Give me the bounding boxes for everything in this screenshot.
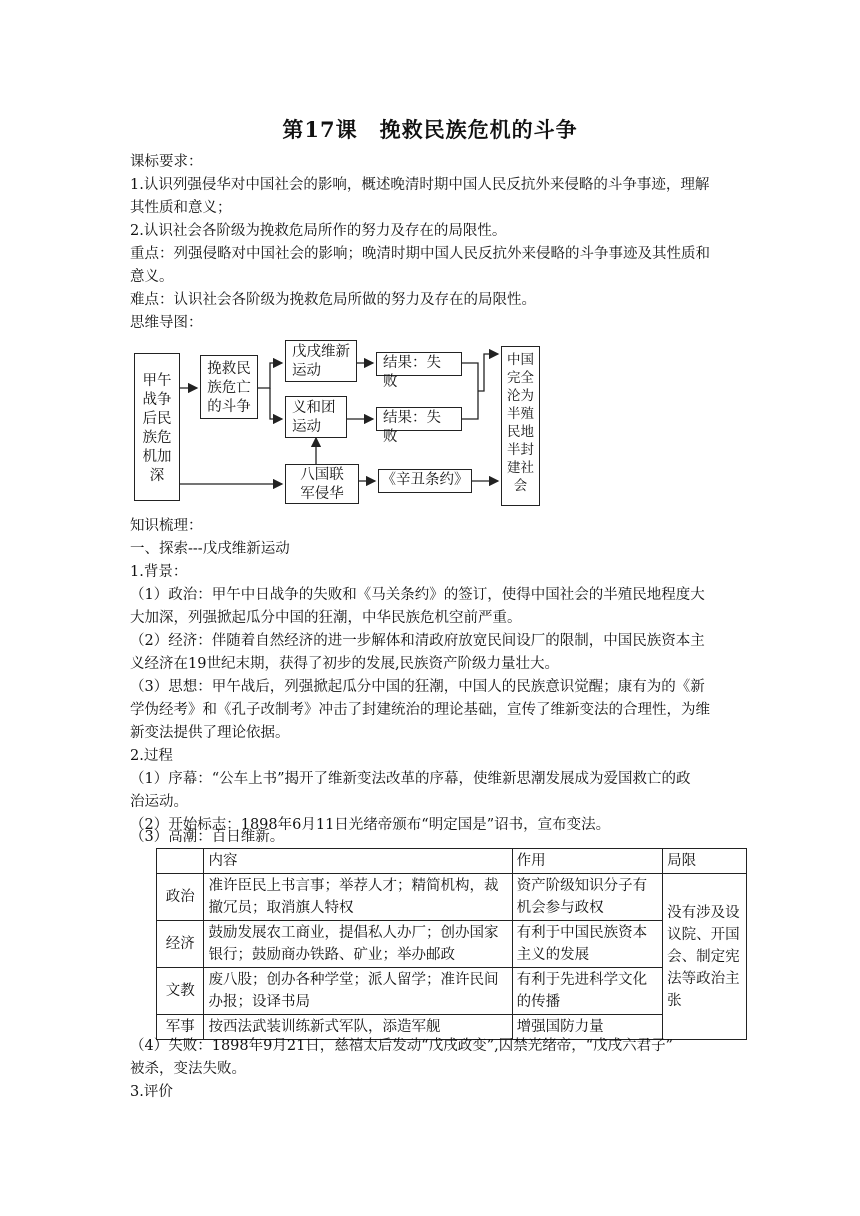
limit-cell: 没有涉及设议院、开国会、制定宪法等政治主张 <box>663 874 747 1040</box>
arrow-results-to-outcome <box>478 354 498 391</box>
evaluation-heading: 3.评价 <box>130 1084 173 1100</box>
requirement-2: 2.认识社会各阶级为挽救危局所作的努力及存在的局限性。 <box>130 223 507 239</box>
box-result-2: 结果：失败 <box>376 407 462 431</box>
background-1-line-2: 大加深，列强掀起瓜分中国的狂潮，中华民族危机空前严重。 <box>130 610 522 626</box>
box-treaty: 《辛丑条约》 <box>378 469 472 493</box>
mind-map <box>130 336 750 511</box>
process-4-line-1: （4）失败：1898年9月21日，慈禧太后发动“戊戌政变”,囚禁光绪帝，“戊戌六君子” <box>130 1038 674 1054</box>
outcome-text: 中国 完全 沦为 半殖 民地 半封 建社 会 <box>507 352 534 494</box>
background-2-line-2: 义经济在19世纪末期，获得了初步的发展,民族资产阶级力量壮大。 <box>130 656 560 672</box>
row-category: 经济 <box>157 921 204 968</box>
box-result-1: 结果：失败 <box>376 352 462 376</box>
box-outcome <box>501 346 540 506</box>
key-point-line-1: 重点：列强侵略对中国社会的影响；晚清时期中国人民反抗外来侵略的斗争事迹及其性质和 <box>130 246 710 262</box>
table-header-effect: 作用 <box>512 849 663 874</box>
box-wuxu-reform: 戊戌维新 运动 <box>285 340 357 382</box>
requirement-1-line-1: 1.认识列强侵华对中国社会的影响，概述晚清时期中国人民反抗外来侵略的斗争事迹，理解 <box>130 177 710 193</box>
section-1-heading: 一、探索---戊戌维新运动 <box>130 541 290 557</box>
row-effect: 资产阶级知识分子有机会参与政权 <box>512 874 663 921</box>
requirement-1-line-2: 其性质和意义； <box>130 200 232 216</box>
key-point-line-2: 意义。 <box>130 269 174 285</box>
background-3-line-2: 学伪经考》和《孔子改制考》冲击了封建统治的理论基础，宣传了维新变法的合理性，为维 <box>130 702 710 718</box>
background-3-line-1: （3）思想：甲午战后，列强掀起瓜分中国的狂潮，中国人的民族意识觉醒；康有为的《新 <box>130 679 705 695</box>
process-1-line-1: （1）序幕：“公车上书”揭开了维新变法改革的序幕，使维新思潮发展成为爱国救亡的政 <box>130 771 691 787</box>
reform-table <box>156 848 747 1040</box>
table-row <box>157 921 747 968</box>
box-yihetuan: 义和团 运动 <box>285 396 347 438</box>
row-category: 军事 <box>157 1015 204 1040</box>
row-content: 鼓励发展农工商业，提倡私人办厂；创办国家银行；鼓励商办铁路、矿业；举办邮政 <box>204 921 512 968</box>
arrow-struggle-to-wuxu <box>258 363 282 388</box>
row-category: 政治 <box>157 874 204 921</box>
table-header-limit: 局限 <box>663 849 747 874</box>
row-content: 废八股；创办各种学堂；派人留学；准许民间办报；设译书局 <box>204 968 512 1015</box>
background-3-line-3: 新变法提供了理论依据。 <box>130 725 290 741</box>
box-struggle: 挽救民 族危亡 的斗争 <box>200 355 258 419</box>
row-effect: 增强国防力量 <box>512 1015 663 1040</box>
process-2: （2）开始标志：1898年6月11日光绪帝颁布“明定国是”诏书，宣布变法。 <box>130 817 611 833</box>
process-heading: 2.过程 <box>130 748 173 764</box>
box-allied-invasion: 八国联 军侵华 <box>285 464 359 504</box>
row-effect: 有利于中国民族资本主义的发展 <box>512 921 663 968</box>
table-header-row <box>157 849 747 874</box>
box-root <box>134 353 180 501</box>
background-2-line-1: （2）经济：伴随着自然经济的进一步解体和清政府放宽民间设厂的限制，中国民族资本主 <box>130 633 705 649</box>
row-effect: 有利于先进科学文化的传播 <box>512 968 663 1015</box>
root-text: 甲午 战争 后民 族危 机加 深 <box>142 373 172 484</box>
difficult-point: 难点：认识社会各阶级为挽救危局所做的努力及存在的局限性。 <box>130 292 536 308</box>
row-content: 准许臣民上书言事；举荐人才；精简机构，裁撤冗员；取消旗人特权 <box>204 874 512 921</box>
row-content: 按西法武装训练新式军队，添造军舰 <box>204 1015 512 1040</box>
knowledge-heading: 知识梳理： <box>130 518 203 534</box>
bracket-results <box>462 363 478 419</box>
process-3: （3）高潮：百日维新。 <box>130 829 285 845</box>
table-header-content: 内容 <box>204 849 512 874</box>
process-1-line-2: 治运动。 <box>130 794 188 810</box>
mindmap-heading: 思维导图： <box>130 315 203 331</box>
background-1-line-1: （1）政治：甲午中日战争的失败和《马关条约》的签订，使得中国社会的半殖民地程度大 <box>130 587 705 603</box>
table-row <box>157 874 747 921</box>
table-row <box>157 968 747 1015</box>
curriculum-heading: 课标要求： <box>130 154 203 170</box>
background-heading: 1.背景： <box>130 564 188 580</box>
arrow-struggle-to-yihetuan <box>270 388 282 419</box>
table-header-blank <box>157 849 204 874</box>
row-category: 文教 <box>157 968 204 1015</box>
process-4-line-2: 被杀，变法失败。 <box>130 1061 246 1077</box>
page-title: 第17课 挽救民族危机的斗争 <box>282 117 578 142</box>
